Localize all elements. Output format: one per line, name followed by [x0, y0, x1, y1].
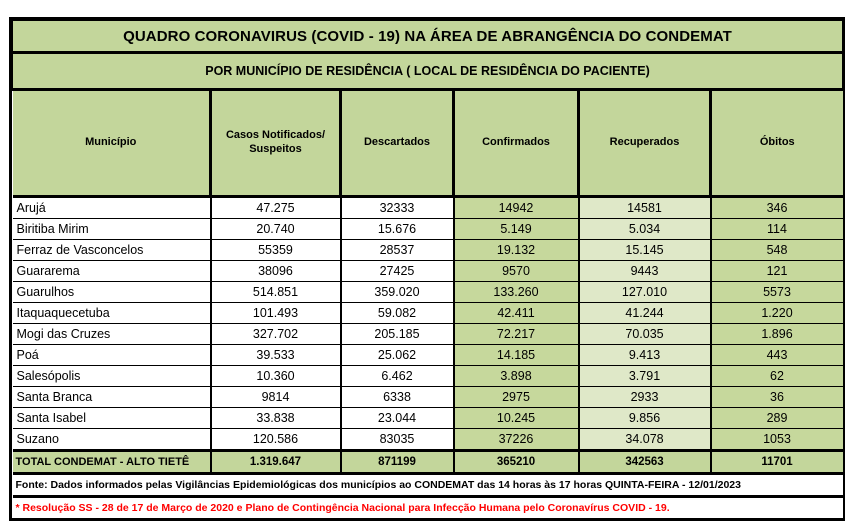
cell-recuperados: 15.145	[579, 240, 711, 261]
cell-obitos: 114	[711, 219, 843, 240]
cell-municipio: Ferraz de Vasconcelos	[13, 240, 211, 261]
cell-recuperados: 41.244	[579, 303, 711, 324]
cell-notificados: 120.586	[211, 429, 341, 451]
cell-municipio: Arujá	[13, 197, 211, 219]
column-header-descartados: Descartados	[341, 90, 454, 197]
table-row	[13, 219, 843, 240]
cell-confirmados: 2975	[454, 387, 579, 408]
cell-obitos: 1.220	[711, 303, 843, 324]
total-recuperados: 342563	[579, 451, 711, 474]
cell-descartados: 32333	[341, 197, 454, 219]
total-label: TOTAL CONDEMAT - ALTO TIETÊ	[13, 451, 211, 474]
covid-data-table	[12, 20, 843, 518]
cell-confirmados: 14.185	[454, 345, 579, 366]
total-descartados: 871199	[341, 451, 454, 474]
table-row	[13, 429, 843, 451]
cell-obitos: 1.896	[711, 324, 843, 345]
cell-confirmados: 133.260	[454, 282, 579, 303]
cell-confirmados: 42.411	[454, 303, 579, 324]
column-header-obitos: Óbitos	[711, 90, 843, 197]
title-row	[13, 21, 843, 53]
cell-descartados: 59.082	[341, 303, 454, 324]
cell-municipio: Itaquaquecetuba	[13, 303, 211, 324]
cell-recuperados: 5.034	[579, 219, 711, 240]
cell-descartados: 6338	[341, 387, 454, 408]
table-row	[13, 282, 843, 303]
cell-obitos: 346	[711, 197, 843, 219]
table-row	[13, 366, 843, 387]
page-title: QUADRO CORONAVIRUS (COVID - 19) NA ÁREA DE ABRANGÊNCIA DO CONDEMAT	[13, 21, 843, 53]
column-header-confirmados: Confirmados	[454, 90, 579, 197]
footer-note-row	[13, 497, 843, 519]
cell-confirmados: 14942	[454, 197, 579, 219]
cell-descartados: 359.020	[341, 282, 454, 303]
column-header-municipio: Município	[13, 90, 211, 197]
cell-obitos: 443	[711, 345, 843, 366]
cell-confirmados: 9570	[454, 261, 579, 282]
cell-descartados: 27425	[341, 261, 454, 282]
cell-confirmados: 19.132	[454, 240, 579, 261]
cell-notificados: 55359	[211, 240, 341, 261]
cell-municipio: Guararema	[13, 261, 211, 282]
cell-notificados: 39.533	[211, 345, 341, 366]
cell-descartados: 28537	[341, 240, 454, 261]
table-row	[13, 197, 843, 219]
cell-notificados: 9814	[211, 387, 341, 408]
cell-recuperados: 14581	[579, 197, 711, 219]
cell-notificados: 47.275	[211, 197, 341, 219]
cell-confirmados: 5.149	[454, 219, 579, 240]
cell-recuperados: 70.035	[579, 324, 711, 345]
cell-descartados: 15.676	[341, 219, 454, 240]
cell-obitos: 121	[711, 261, 843, 282]
table-row	[13, 261, 843, 282]
cell-obitos: 548	[711, 240, 843, 261]
total-obitos: 11701	[711, 451, 843, 474]
cell-confirmados: 37226	[454, 429, 579, 451]
cell-notificados: 514.851	[211, 282, 341, 303]
cell-confirmados: 10.245	[454, 408, 579, 429]
cell-recuperados: 3.791	[579, 366, 711, 387]
page-subtitle: POR MUNICÍPIO DE RESIDÊNCIA ( LOCAL DE RESIDÊNCIA DO PACIENTE)	[13, 53, 843, 90]
subtitle-row	[13, 53, 843, 90]
cell-obitos: 36	[711, 387, 843, 408]
cell-obitos: 5573	[711, 282, 843, 303]
cell-municipio: Suzano	[13, 429, 211, 451]
cell-municipio: Biritiba Mirim	[13, 219, 211, 240]
cell-recuperados: 34.078	[579, 429, 711, 451]
cell-notificados: 327.702	[211, 324, 341, 345]
table-row	[13, 240, 843, 261]
column-header-row	[13, 90, 843, 197]
table-row	[13, 408, 843, 429]
column-header-casos-notificados-line1: Casos Notificados/	[225, 129, 326, 142]
cell-recuperados: 9.856	[579, 408, 711, 429]
cell-obitos: 289	[711, 408, 843, 429]
cell-municipio: Salesópolis	[13, 366, 211, 387]
cell-municipio: Santa Isabel	[13, 408, 211, 429]
total-row	[13, 451, 843, 474]
column-header-casos-notificados-line2: Suspeitos	[249, 143, 302, 155]
cell-descartados: 25.062	[341, 345, 454, 366]
cell-notificados: 101.493	[211, 303, 341, 324]
cell-obitos: 62	[711, 366, 843, 387]
cell-descartados: 205.185	[341, 324, 454, 345]
cell-notificados: 33.838	[211, 408, 341, 429]
cell-confirmados: 3.898	[454, 366, 579, 387]
cell-recuperados: 9.413	[579, 345, 711, 366]
cell-municipio: Poá	[13, 345, 211, 366]
footer-note-text: * Resolução SS - 28 de 17 de Março de 2020 e Plano de Contingência Nacional para Infecção Humana pelo Coronavírus COVID - 19.	[13, 497, 843, 519]
column-header-casos-notificados	[211, 90, 341, 197]
table-row	[13, 303, 843, 324]
cell-recuperados: 9443	[579, 261, 711, 282]
cell-municipio: Mogi das Cruzes	[13, 324, 211, 345]
covid-table-sheet	[9, 17, 845, 521]
cell-obitos: 1053	[711, 429, 843, 451]
column-header-recuperados: Recuperados	[579, 90, 711, 197]
cell-recuperados: 2933	[579, 387, 711, 408]
cell-descartados: 83035	[341, 429, 454, 451]
cell-recuperados: 127.010	[579, 282, 711, 303]
table-row	[13, 324, 843, 345]
cell-notificados: 20.740	[211, 219, 341, 240]
cell-confirmados: 72.217	[454, 324, 579, 345]
footer-source-row	[13, 474, 843, 497]
cell-notificados: 38096	[211, 261, 341, 282]
cell-municipio: Santa Branca	[13, 387, 211, 408]
cell-descartados: 23.044	[341, 408, 454, 429]
total-confirmados: 365210	[454, 451, 579, 474]
cell-municipio: Guarulhos	[13, 282, 211, 303]
footer-source-text: Fonte: Dados informados pelas Vigilâncias Epidemiológicas dos municípios ao CONDEMAT das 14 horas às 17 horas QUINTA-FEIRA - 12/01/2023	[13, 474, 843, 497]
cell-descartados: 6.462	[341, 366, 454, 387]
cell-notificados: 10.360	[211, 366, 341, 387]
table-row	[13, 345, 843, 366]
table-row	[13, 387, 843, 408]
total-notificados: 1.319.647	[211, 451, 341, 474]
